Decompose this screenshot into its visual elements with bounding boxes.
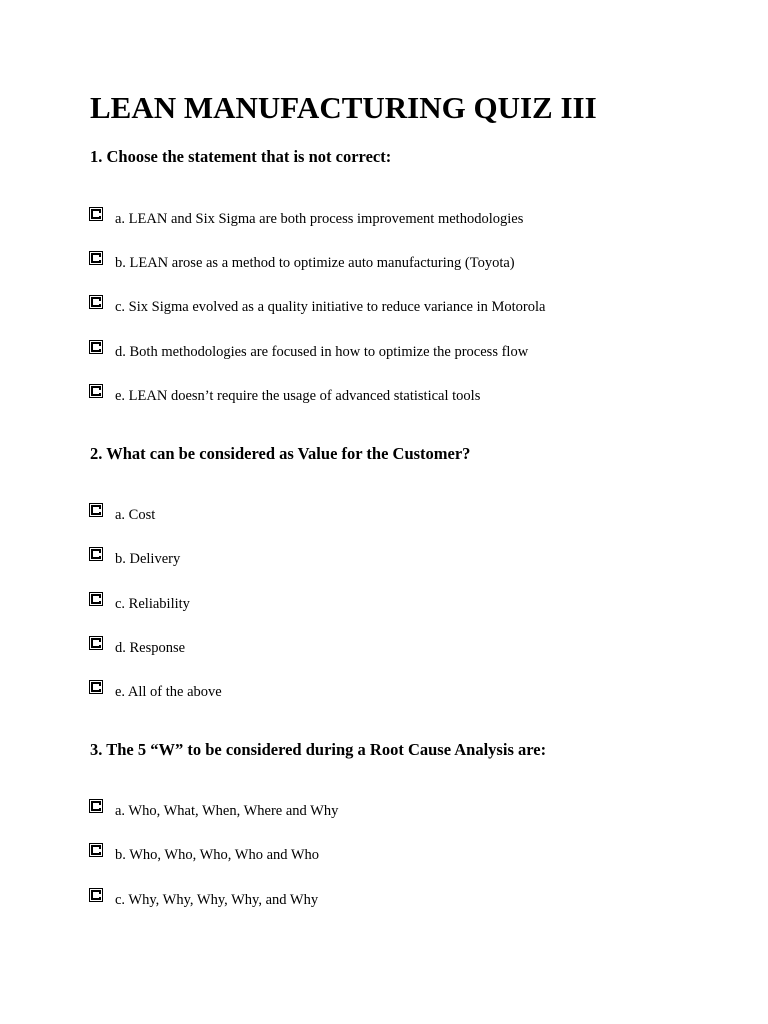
option-label: a. LEAN and Six Sigma are both process improvement methodologies bbox=[115, 211, 524, 227]
option-label: c. Six Sigma evolved as a quality initiative to reduce variance in Motorola bbox=[115, 299, 546, 315]
radio-button-icon[interactable] bbox=[89, 636, 103, 650]
option-label: a. Cost bbox=[115, 507, 156, 523]
radio-button-icon[interactable] bbox=[89, 799, 103, 813]
question-3-text: 3. The 5 “W” to be considered during a Root Cause Analysis are: bbox=[90, 740, 547, 759]
option-label: d. Response bbox=[115, 640, 186, 656]
page-title: LEAN MANUFACTURING QUIZ III bbox=[90, 90, 597, 125]
question-2-text: 2. What can be considered as Value for the Customer? bbox=[90, 444, 471, 463]
radio-button-icon[interactable] bbox=[89, 207, 103, 221]
radio-button-icon[interactable] bbox=[89, 680, 103, 694]
question-2-option-c[interactable] bbox=[89, 592, 689, 614]
radio-button-icon[interactable] bbox=[89, 592, 103, 606]
radio-button-icon[interactable] bbox=[89, 888, 103, 902]
question-1-option-d[interactable] bbox=[89, 340, 689, 362]
question-1-option-c[interactable] bbox=[89, 295, 689, 317]
question-2-option-d[interactable] bbox=[89, 636, 689, 658]
radio-button-icon[interactable] bbox=[89, 547, 103, 561]
option-label: b. Who, Who, Who, Who and Who bbox=[115, 847, 320, 863]
radio-button-icon[interactable] bbox=[89, 340, 103, 354]
option-label: e. LEAN doesn’t require the usage of advanced statistical tools bbox=[115, 388, 481, 404]
option-label: b. LEAN arose as a method to optimize auto manufacturing (Toyota) bbox=[115, 255, 515, 271]
question-1-option-b[interactable] bbox=[89, 251, 689, 273]
radio-button-icon[interactable] bbox=[89, 295, 103, 309]
option-label: a. Who, What, When, Where and Why bbox=[115, 803, 339, 819]
question-1-option-a[interactable] bbox=[89, 207, 689, 229]
option-label: d. Both methodologies are focused in how to optimize the process flow bbox=[115, 344, 529, 360]
question-2-option-a[interactable] bbox=[89, 503, 689, 525]
question-2-option-b[interactable] bbox=[89, 547, 689, 569]
option-label: c. Why, Why, Why, Why, and Why bbox=[115, 892, 319, 908]
question-3-option-c[interactable] bbox=[89, 888, 689, 910]
question-1-option-e[interactable] bbox=[89, 384, 689, 406]
option-label: e. All of the above bbox=[115, 684, 222, 700]
radio-button-icon[interactable] bbox=[89, 503, 103, 517]
radio-button-icon[interactable] bbox=[89, 843, 103, 857]
option-label: b. Delivery bbox=[115, 551, 181, 567]
question-1-text: 1. Choose the statement that is not correct: bbox=[90, 147, 392, 166]
question-2-option-e[interactable] bbox=[89, 680, 689, 702]
question-3-option-a[interactable] bbox=[89, 799, 689, 821]
option-label: c. Reliability bbox=[115, 596, 190, 612]
radio-button-icon[interactable] bbox=[89, 251, 103, 265]
radio-button-icon[interactable] bbox=[89, 384, 103, 398]
question-3-option-b[interactable] bbox=[89, 843, 689, 865]
